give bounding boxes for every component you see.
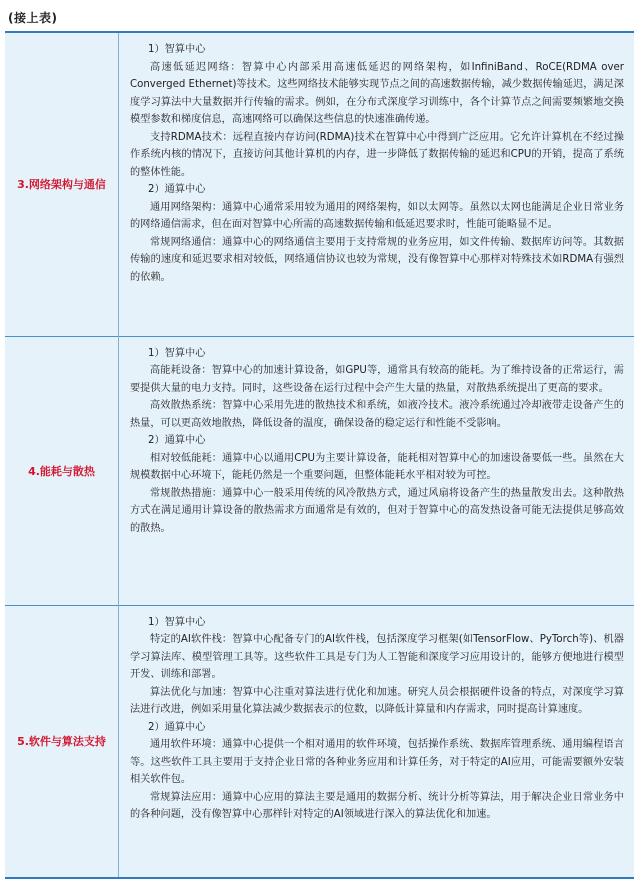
row-content [119,605,635,877]
continued-label: (接上表) [8,11,58,25]
table-body [5,33,634,877]
row-label: 5.软件与算法支持 [5,605,119,877]
paragraph: 支持RDMA技术：远程直接内存访问(RDMA)技术在智算中心中得到广泛应用。它允许计算机在不经过操作系统内核的情况下，直接访问其他计算机的内存，进一步降低了数据传输的延迟和CPU的开销，提高了系统的整体性能。 [130,131,624,178]
table-row [5,605,634,877]
subsection-heading: 1）智算中心 [148,616,206,628]
paragraph: 相对较低能耗：通算中心以通用CPU为主要计算设备，能耗相对智算中心的加速设备要低一些。虽然在大规模数据中心环境下，能耗仍然是一个重要问题，但整体能耗水平相对较为可控。 [130,452,624,481]
table [5,33,634,877]
paragraph: 高速低延迟网络：智算中心内部采用高速低延迟的网络架构，如InfiniBand、RoCE(RDMA over Converged Ethernet)等技术。这些网络技术能够实现节点之间的高速数据传输，减少数据传输延迟，满足深度学习算法中大量数据并行传输的需求。例如，在分布式深度学习训练中，各个计算节点之间需要频繁地交换模型参数和梯度信息，高速网络可以确保这些信息的快速准确传递。 [130,61,624,125]
row-content [119,336,635,605]
paragraph: 算法优化与加速：智算中心注重对算法进行优化和加速。研究人员会根据硬件设备的特点，对深度学习算法进行改进，例如采用量化算法减少数据表示的位数，以降低计算量和内存需求，同时提高计算速度。 [130,686,624,715]
subsection-heading: 2）通算中心 [148,435,206,446]
row-label: 4.能耗与散热 [5,336,119,605]
paragraph: 常规网络通信：通算中心的网络通信主要用于支持常规的业务应用，如文件传输、数据库访问等。其数据传输的速度和延迟要求相对较低，网络通信协议也较为常规，没有像智算中心那样对特殊技术如RDMA有强烈的依赖。 [130,236,624,283]
row-content [119,33,635,336]
comparison-table [5,31,634,879]
table-row [5,336,634,605]
paragraph: 通用软件环境：通算中心提供一个相对通用的软件环境，包括操作系统、数据库管理系统、通用编程语言等。这些软件工具主要用于支持企业日常的各种业务应用和计算任务，对于特定的AI应用，可能需要额外安装相关软件包。 [130,739,624,785]
subsection-heading: 2）通算中心 [148,721,206,733]
paragraph: 常规算法应用：通算中心应用的算法主要是通用的数据分析、统计分析等算法，用于解决企业日常业务中的各种问题，没有像智算中心那样针对特定的AI领域进行深入的算法优化和加速。 [130,791,624,820]
row-label: 3.网络架构与通信 [5,33,119,336]
table-row [5,33,634,336]
paragraph: 特定的AI软件栈：智算中心配备专门的AI软件栈，包括深度学习框架(如TensorFlow、PyTorch等)、机器学习算法库、模型管理工具等。这些软件工具是专门为人工智能和深度学习应用设计的，能够方便地进行模型开发、训练和部署。 [130,634,624,680]
paragraph: 高能耗设备：智算中心的加速计算设备，如GPU等，通常具有较高的能耗。为了维持设备的正常运行，需要提供大量的电力支持。同时，这些设备在运行过程中会产生大量的热量，对散热系统提出了更高的要求。 [130,365,624,394]
paragraph: 常规散热措施：通算中心一般采用传统的风冷散热方式，通过风扇将设备产生的热量散发出去。这种散热方式在满足通用计算设备的散热需求方面通常是有效的，但对于智算中心的高发热设备可能无法提供足够高效的散热。 [130,487,624,534]
subsection-heading: 1）智算中心 [148,44,206,55]
subsection-heading: 1）智算中心 [148,347,206,359]
paragraph: 高效散热系统：智算中心采用先进的散热技术和系统，如液冷技术。液冷系统通过冷却液带走设备产生的热量，可以更高效地散热，降低设备的温度，确保设备的稳定运行和性能不受影响。 [130,400,624,429]
subsection-heading: 2）通算中心 [148,184,206,195]
paragraph: 通用网络架构：通算中心通常采用较为通用的网络架构，如以太网等。虽然以太网也能满足企业日常业务的网络通信需求，但在面对智算中心所需的高速数据传输和低延迟要求时，性能可能略显不足。 [130,201,624,230]
